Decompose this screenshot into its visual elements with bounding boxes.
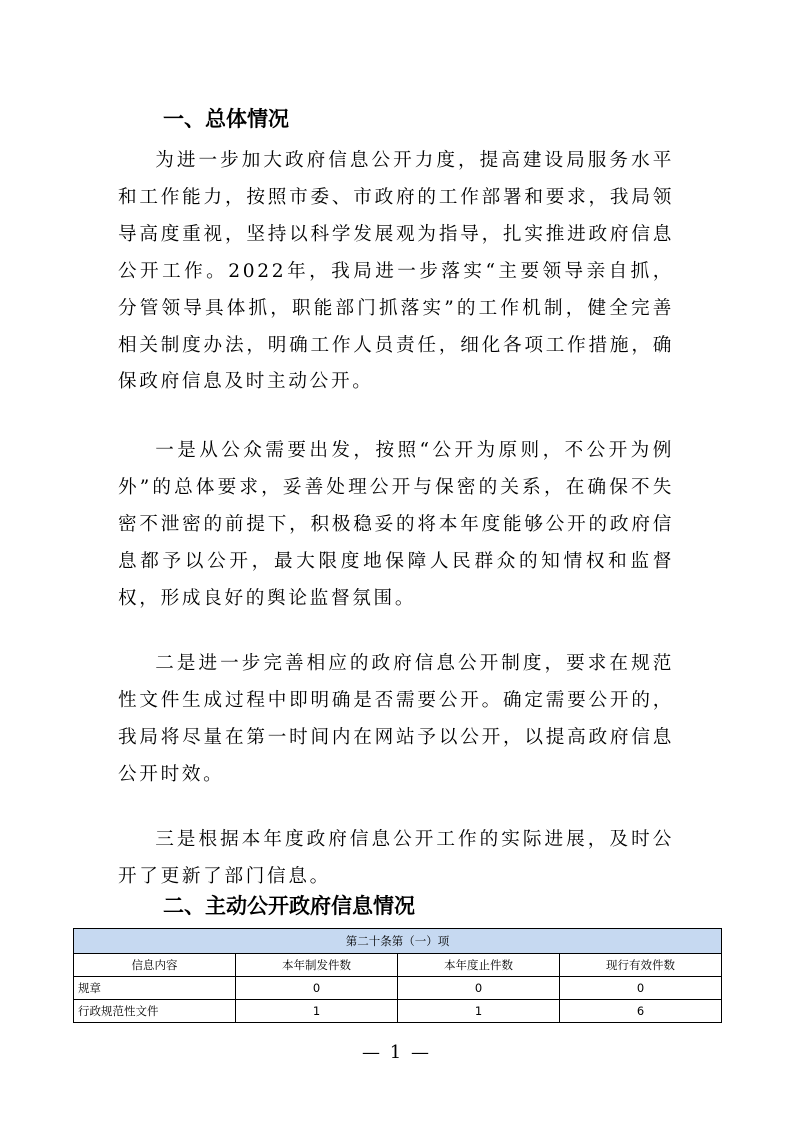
- table-cell: 0: [560, 977, 722, 1000]
- paragraph-point-one: 一是从公众需要出发，按照“公开为原则，不公开为例外”的总体要求，妥善处理公开与保密的关系，在确保不失密不泄密的前提下，积极稳妥的将本年度能够公开的政府信息都予以公开，最大限度地保障人民群众的知情权和监督权，形成良好的舆论监督氛围。: [118, 440, 674, 609]
- table-cell: 0: [236, 977, 398, 1000]
- table-row: [74, 977, 722, 1000]
- table-caption-row: [74, 929, 722, 954]
- section-heading-proactive-disclosure: 二、主动公开政府信息情况: [163, 894, 415, 918]
- paragraph-point-two: 二是进一步完善相应的政府信息公开制度，要求在规范性文件生成过程中即明确是否需要公开。确定需要公开的，我局将尽量在第一时间内在网站予以公开，以提高政府信息公开时效。: [118, 653, 674, 785]
- table-cell: 1: [236, 1000, 398, 1023]
- table-header-cell: 本年度止件数: [398, 954, 560, 977]
- table-cell: 1: [398, 1000, 560, 1023]
- table-header-cell: 信息内容: [74, 954, 236, 977]
- table-cell: 6: [560, 1000, 722, 1023]
- table-cell-label: 规章: [74, 977, 236, 1000]
- disclosure-table: [73, 928, 722, 1023]
- paragraph-point-three: 三是根据本年度政府信息公开工作的实际进展，及时公开了更新了部门信息。: [118, 829, 674, 887]
- paragraph-overview: 为进一步加大政府信息公开力度，提高建设局服务水平和工作能力，按照市委、市政府的工作部署和要求，我局领导高度重视，坚持以科学发展观为指导，扎实推进政府信息公开工作。2022年，我局进一步落实“主要领导亲自抓，分管领导具体抓，职能部门抓落实”的工作机制，健全完善相关制度办法，明确工作人员责任，细化各项工作措施，确保政府信息及时主动公开。: [118, 150, 674, 393]
- table-cell: 0: [398, 977, 560, 1000]
- table-caption: 第二十条第（一）项: [74, 929, 722, 954]
- section-heading-overview: 一、总体情况: [163, 107, 289, 131]
- table-row: [74, 1000, 722, 1023]
- page-number: — 1 —: [362, 1042, 431, 1063]
- table-cell-label: 行政规范性文件: [74, 1000, 236, 1023]
- table-header-cell: 本年制发件数: [236, 954, 398, 977]
- table-header-row: [74, 954, 722, 977]
- table-header-cell: 现行有效件数: [560, 954, 722, 977]
